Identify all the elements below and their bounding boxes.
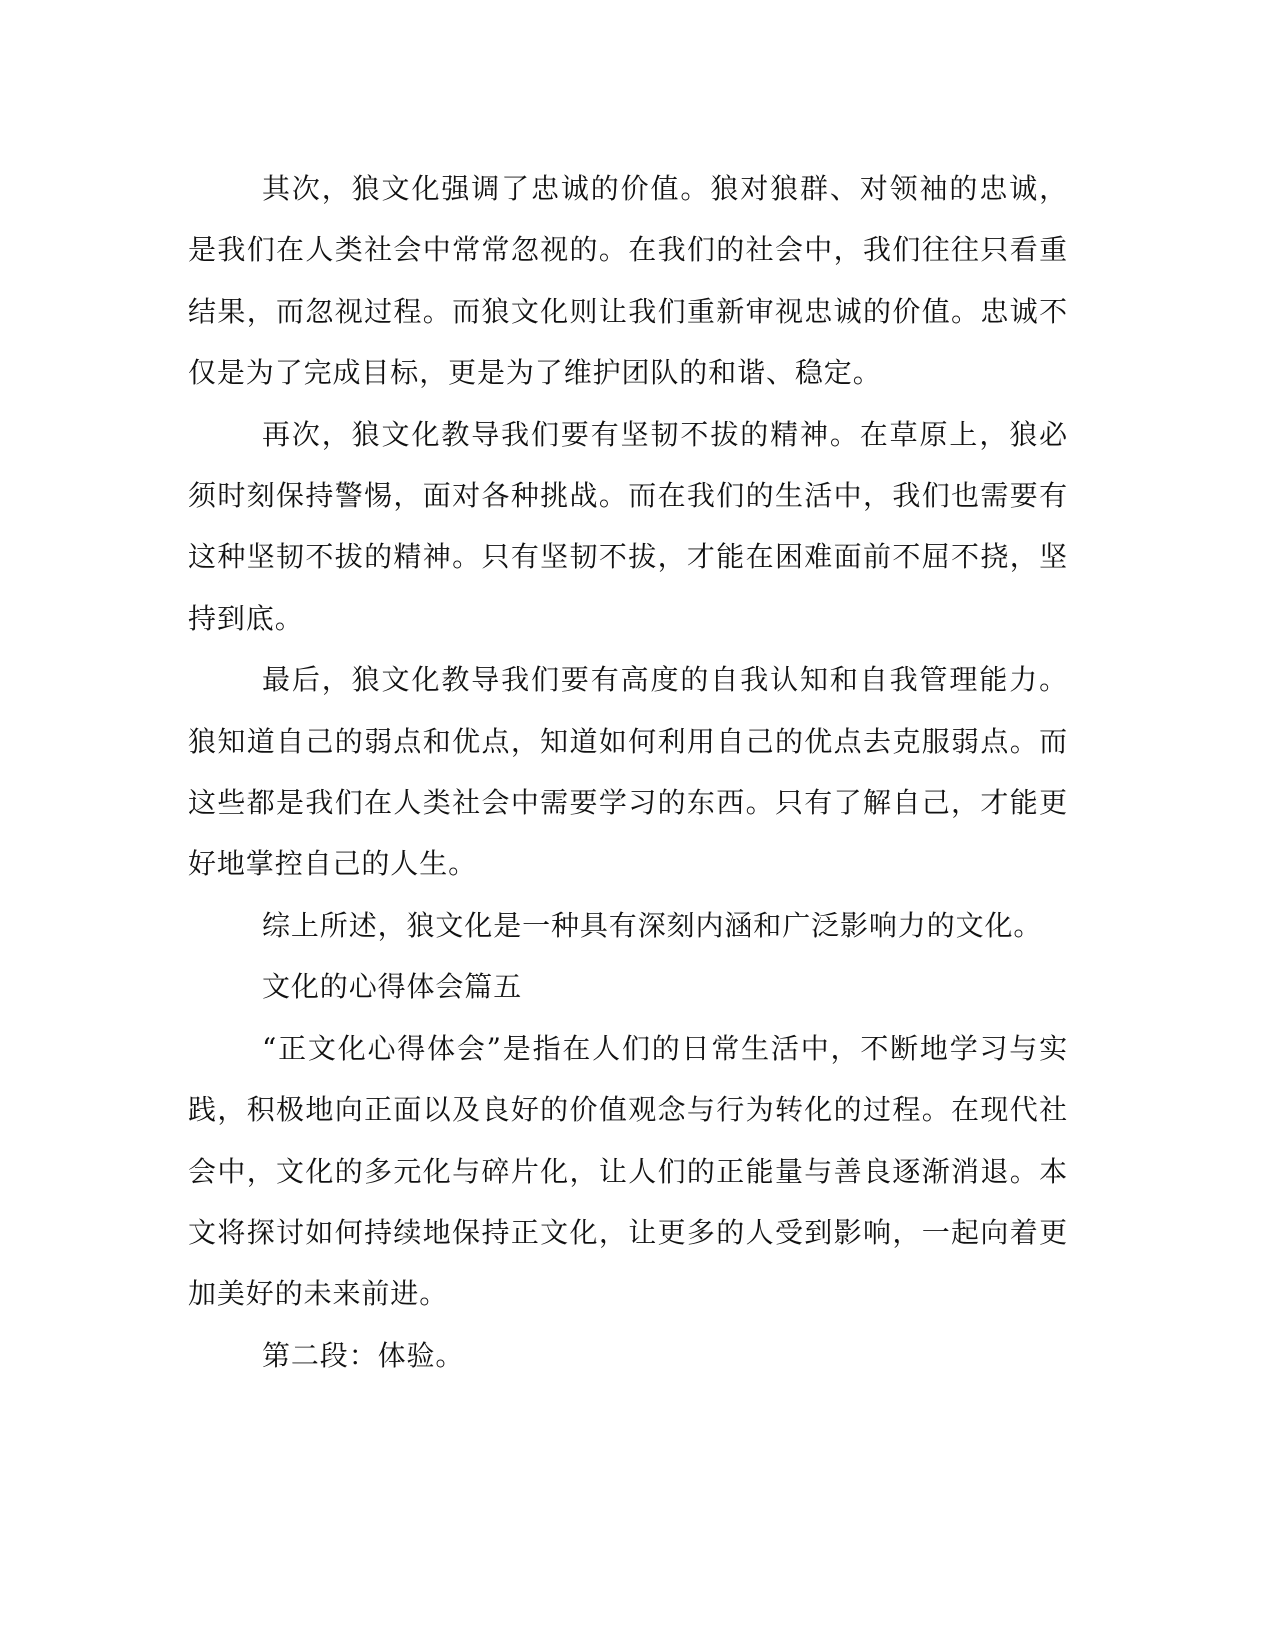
paragraph-self-awareness: 最后，狼文化教导我们要有高度的自我认知和自我管理能力。狼知道自己的弱点和优点，知道如何利用自己的优点去克服弱点。而这些都是我们在人类社会中需要学习的东西。只有了解自己，才能更好地掌控自己的人生。 [188,663,1068,881]
paragraph-introduction: “正文化心得体会”是指在人们的日常生活中，不断地学习与实践，积极地向正面以及良好的价值观念与行为转化的过程。在现代社会中，文化的多元化与碎片化，让人们的正能量与善良逐渐消退。本文将探讨如何持续地保持正文化，让更多的人受到影响，一起向着更加美好的未来前进。 [188,1031,1068,1311]
document-body [188,158,1068,1386]
paragraph-loyalty: 其次，狼文化强调了忠诚的价值。狼对狼群、对领袖的忠诚，是我们在人类社会中常常忽视的。在我们的社会中，我们往往只看重结果，而忽视过程。而狼文化则让我们重新审视忠诚的价值。忠诚不仅是为了完成目标，更是为了维护团队的和谐、稳定。 [188,172,1068,390]
paragraph-summary: 综上所述，狼文化是一种具有深刻内涵和广泛影响力的文化。 [262,908,1043,942]
paragraph-perseverance: 再次，狼文化教导我们要有坚韧不拔的精神。在草原上，狼必须时刻保持警惕，面对各种挑战。而在我们的生活中，我们也需要有这种坚韧不拔的精神。只有坚韧不拔，才能在困难面前不屈不挠，坚持到底。 [188,417,1068,635]
subsection-heading: 第二段：体验。 [262,1338,465,1372]
section-heading: 文化的心得体会篇五 [262,970,523,1004]
